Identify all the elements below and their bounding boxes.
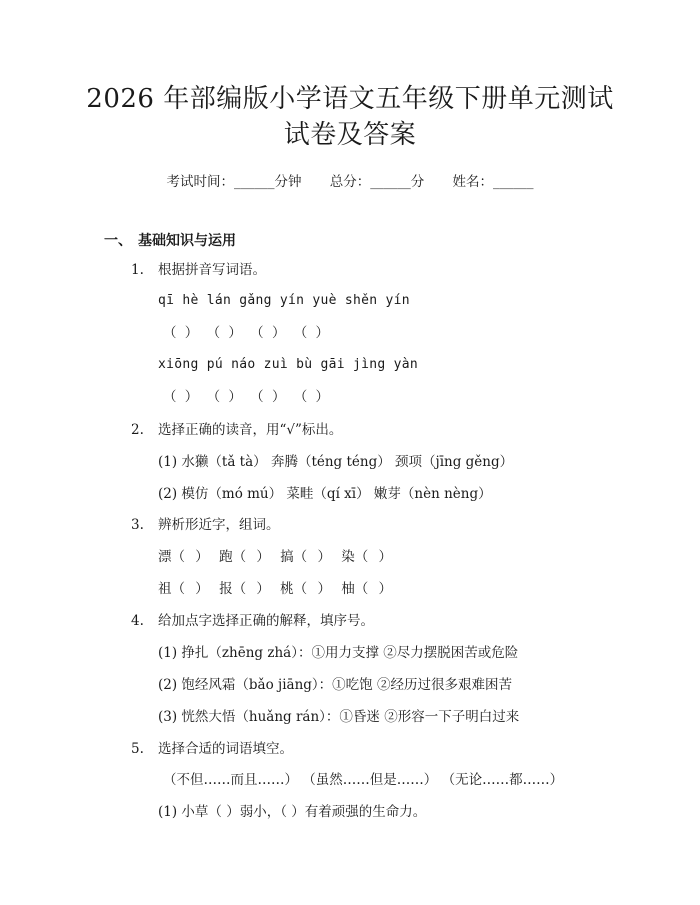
student-name-field: 姓名：______ [452, 174, 534, 190]
pinyin-line: xiōng pú náo zuì bù gāi jìng yàn [158, 357, 419, 372]
exam-meta [0, 170, 700, 190]
answer-blanks: （ ） （ ） （ ） （ ） [163, 325, 330, 341]
question-line: (1) 水獭（tǎ tà） 奔腾（téng téng） 颈项（jīng gěng） [158, 454, 514, 470]
question-line: (2) 模仿（mó mú） 菜畦（qí xī） 嫩芽（nèn nèng） [158, 486, 492, 502]
question-prompt: 给加点字选择正确的解释，填序号。 [158, 613, 374, 629]
question-number: 2. [131, 422, 144, 438]
question-prompt: 选择正确的读音，用“√”标出。 [158, 422, 343, 438]
question-number: 5. [131, 741, 144, 757]
question-line: (1) 挣扎（zhēng zhá）：①用力支撑 ②尽力摆脱困苦或危险 [158, 645, 519, 661]
section-title: 基础知识与运用 [138, 233, 236, 249]
question-prompt: 根据拼音写词语。 [158, 262, 266, 278]
question-prompt: 选择合适的词语填空。 [158, 741, 293, 757]
pinyin-line: qī hè lán gǎng yín yuè shěn yín [158, 293, 410, 308]
question-line: 漂（ ） 跑（ ） 搞（ ） 染（ ） [158, 549, 393, 565]
answer-blanks: （ ） （ ） （ ） （ ） [163, 389, 330, 405]
page-title: 2026 年部编版小学语文五年级下册单元测试 [86, 84, 614, 114]
word-options: （不但……而且……） （虽然……但是……） （无论……都……） [163, 772, 564, 788]
question-number: 3. [131, 517, 144, 533]
question-line: 祖（ ） 报（ ） 桃（ ） 柚（ ） [158, 581, 393, 597]
section-heading [104, 230, 236, 250]
exam-score-field: 总分：______分 [329, 174, 425, 190]
section-number: 一、 [104, 233, 132, 249]
question-number: 4. [131, 613, 144, 629]
question-line: (3) 恍然大悟（huǎng rán）：①昏迷 ②形容一下子明白过来 [158, 709, 520, 725]
question-number: 1. [131, 262, 144, 278]
question-line: (1) 小草（ ）弱小，（ ）有着顽强的生命力。 [158, 804, 427, 820]
exam-time-field: 考试时间：______分钟 [166, 174, 302, 190]
question-line: (2) 饱经风霜（bǎo jiāng）：①吃饱 ②经历过很多艰难困苦 [158, 677, 512, 693]
page-title-line2: 试卷及答案 [283, 120, 417, 150]
question-prompt: 辨析形近字，组词。 [158, 517, 280, 533]
